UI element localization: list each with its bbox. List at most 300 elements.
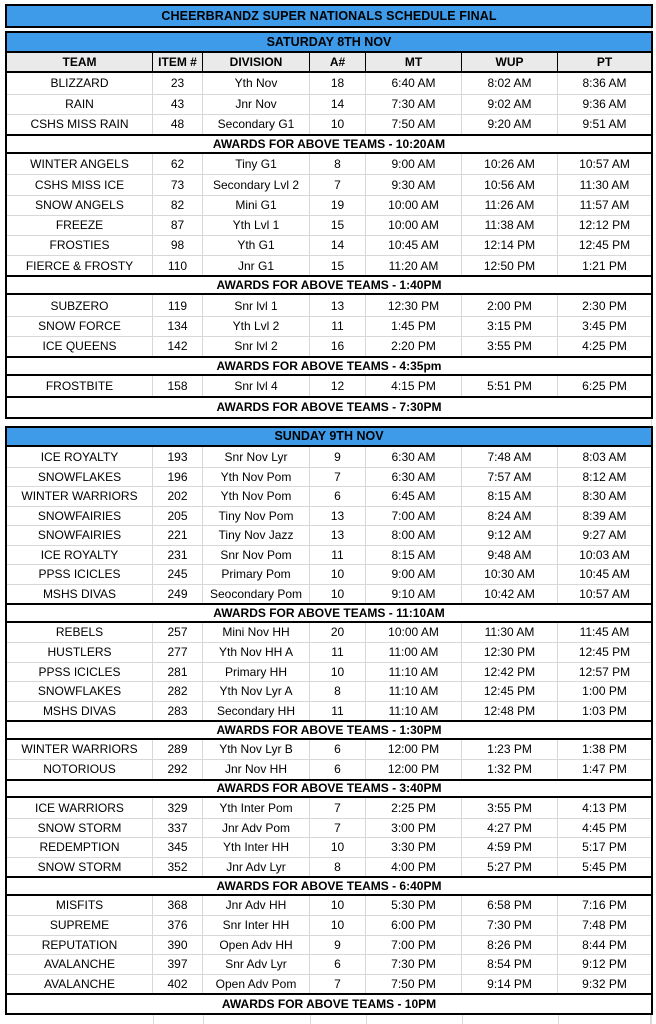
warmup-time-cell: 1:32 PM [462, 760, 558, 779]
team-name-cell: REBELS [7, 623, 153, 643]
team-name-cell: AVALANCHE [7, 975, 153, 994]
performance-time-cell: 2:30 PM [582, 298, 627, 313]
performance-time-cell: 7:48 PM [582, 918, 627, 933]
performance-time-cell: 8:39 AM [582, 508, 627, 523]
division-cell: Snr lvl 4 [203, 376, 310, 396]
mat-time-cell: 12:00 PM [366, 740, 462, 760]
team-name-cell: WINTER WARRIORS [7, 487, 153, 506]
performance-time-cell: 9:27 AM [582, 528, 627, 543]
awards-row: AWARDS FOR ABOVE TEAMS - 1:40PM [7, 275, 651, 295]
team-row [7, 336, 651, 356]
team-name-cell: ICE ROYALTY [7, 447, 153, 467]
item-number-cell: 98 [153, 236, 203, 255]
item-number-cell: 110 [153, 256, 203, 275]
mat-time-cell: 6:30 AM [366, 468, 462, 487]
performance-time-cell: 11:45 AM [579, 625, 630, 640]
mat-time-cell: 6:40 AM [366, 73, 462, 93]
team-row [7, 623, 651, 643]
division-cell: Snr Inter HH [203, 916, 310, 935]
item-number-cell: 205 [153, 507, 203, 526]
team-name-cell: SNOWFLAKES [7, 468, 153, 487]
warmup-time-cell: 7:30 PM [462, 916, 558, 935]
item-number-cell: 119 [153, 295, 203, 315]
performance-time-cell: 4:25 PM [582, 339, 627, 354]
mat-time-cell: 9:30 AM [366, 175, 462, 194]
team-row [7, 467, 651, 487]
team-name-cell: REPUTATION [7, 936, 153, 955]
gridline-stub [558, 1015, 559, 1024]
mat-time-cell: 11:20 AM [366, 256, 462, 275]
item-number-cell: 390 [153, 936, 203, 955]
athlete-count-cell: 11 [310, 643, 366, 662]
division-cell: Jnr Nov HH [203, 760, 310, 779]
team-name-cell: SNOW STORM [7, 819, 153, 838]
team-name-cell: RAIN [7, 95, 153, 114]
team-name-cell: ICE QUEENS [7, 337, 153, 356]
mat-time-cell: 3:00 PM [366, 819, 462, 838]
column-header-row [7, 53, 651, 73]
schedule-page [0, 4, 656, 1024]
schedule-sections [0, 31, 656, 1015]
performance-time-cell: 11:57 AM [579, 198, 630, 213]
warmup-time-cell: 1:23 PM [462, 740, 558, 760]
athlete-count-cell: 11 [310, 317, 366, 336]
performance-time-cell: 10:45 AM [579, 567, 630, 582]
warmup-time-cell: 12:42 PM [462, 663, 558, 682]
performance-time-cell: 5:45 PM [582, 859, 627, 874]
athlete-count-cell: 6 [310, 740, 366, 760]
performance-time-cell: 8:12 AM [582, 469, 627, 484]
warmup-time-cell: 12:48 PM [462, 702, 558, 721]
column-header-a: A# [310, 53, 366, 71]
team-row [7, 857, 651, 877]
division-cell: Yth Nov [203, 73, 310, 93]
team-row [7, 818, 651, 838]
athlete-count-cell: 10 [310, 896, 366, 916]
team-name-cell: SNOW FORCE [7, 317, 153, 336]
mat-time-cell: 6:00 PM [366, 916, 462, 935]
mat-time-cell: 7:50 AM [366, 115, 462, 134]
team-row [7, 506, 651, 526]
performance-time-cell: 4:13 PM [582, 800, 627, 815]
mat-time-cell: 11:00 AM [366, 643, 462, 662]
athlete-count-cell: 10 [310, 115, 366, 134]
team-row [7, 235, 651, 255]
performance-time-cell: 1:03 PM [582, 703, 627, 718]
athlete-count-cell: 8 [310, 858, 366, 877]
mat-time-cell: 11:10 AM [366, 682, 462, 701]
performance-time-cell: 8:36 AM [582, 76, 627, 91]
team-name-cell: CSHS MISS ICE [7, 175, 153, 194]
item-number-cell: 277 [153, 643, 203, 662]
warmup-time-cell: 11:26 AM [462, 196, 558, 215]
division-cell: Yth G1 [203, 236, 310, 255]
team-row [7, 73, 651, 93]
team-name-cell: WINTER WARRIORS [7, 740, 153, 760]
team-row [7, 114, 651, 134]
mat-time-cell: 11:10 AM [366, 663, 462, 682]
team-row [7, 935, 651, 955]
warmup-time-cell: 7:57 AM [462, 468, 558, 487]
division-cell: Tiny G1 [203, 154, 310, 174]
warmup-time-cell: 8:24 AM [462, 507, 558, 526]
warmup-time-cell: 3:55 PM [462, 337, 558, 356]
team-row [7, 759, 651, 779]
athlete-count-cell: 10 [310, 565, 366, 584]
team-row [7, 662, 651, 682]
item-number-cell: 48 [153, 115, 203, 134]
warmup-time-cell: 7:48 AM [462, 447, 558, 467]
division-cell: Yth Inter HH [203, 838, 310, 857]
item-number-cell: 134 [153, 317, 203, 336]
athlete-count-cell: 15 [310, 216, 366, 235]
division-cell: Yth Lvl 2 [203, 317, 310, 336]
performance-time-cell: 11:30 AM [579, 177, 630, 192]
team-row [7, 545, 651, 565]
division-cell: Seocondary Pom [203, 585, 310, 604]
team-name-cell: MSHS DIVAS [7, 585, 153, 604]
team-name-cell: PPSS ICICLES [7, 565, 153, 584]
division-cell: Yth Inter Pom [203, 798, 310, 818]
athlete-count-cell: 11 [310, 546, 366, 565]
warmup-time-cell: 12:14 PM [462, 236, 558, 255]
awards-row: AWARDS FOR ABOVE TEAMS - 4:35pm [7, 356, 651, 376]
day-header-saturday: SATURDAY 8TH NOV [7, 33, 651, 53]
mat-time-cell: 2:20 PM [366, 337, 462, 356]
performance-time-cell: 6:25 PM [582, 379, 627, 394]
athlete-count-cell: 7 [310, 819, 366, 838]
team-row [7, 94, 651, 114]
team-row [7, 798, 651, 818]
athlete-count-cell: 7 [310, 175, 366, 194]
schedule-title: CHEERBRANDZ SUPER NATIONALS SCHEDULE FINAL [161, 9, 497, 23]
division-cell: Open Adv HH [203, 936, 310, 955]
division-cell: Snr lvl 1 [203, 295, 310, 315]
team-row [7, 681, 651, 701]
athlete-count-cell: 9 [310, 936, 366, 955]
division-cell: Open Adv Pom [203, 975, 310, 994]
item-number-cell: 257 [153, 623, 203, 643]
item-number-cell: 282 [153, 682, 203, 701]
item-number-cell: 329 [153, 798, 203, 818]
division-cell: Yth Lvl 1 [203, 216, 310, 235]
awards-row: AWARDS FOR ABOVE TEAMS - 1:30PM [7, 720, 651, 740]
division-cell: Yth Nov HH A [203, 643, 310, 662]
team-row [7, 915, 651, 935]
team-name-cell: WINTER ANGELS [7, 154, 153, 174]
warmup-time-cell: 11:38 AM [462, 216, 558, 235]
team-row [7, 954, 651, 974]
division-cell: Primary HH [203, 663, 310, 682]
team-row [7, 154, 651, 174]
performance-time-cell: 12:57 PM [578, 664, 631, 679]
division-cell: Secondary HH [203, 702, 310, 721]
warmup-time-cell: 12:50 PM [462, 256, 558, 275]
warmup-time-cell: 9:14 PM [462, 975, 558, 994]
division-cell: Jnr Adv Pom [203, 819, 310, 838]
division-cell: Yth Nov Lyr B [203, 740, 310, 760]
item-number-cell: 352 [153, 858, 203, 877]
mat-time-cell: 5:30 PM [366, 896, 462, 916]
item-number-cell: 142 [153, 337, 203, 356]
awards-row: AWARDS FOR ABOVE TEAMS - 10PM [7, 993, 651, 1013]
team-row [7, 896, 651, 916]
team-row [7, 525, 651, 545]
item-number-cell: 202 [153, 487, 203, 506]
athlete-count-cell: 15 [310, 256, 366, 275]
team-name-cell: SNOW STORM [7, 858, 153, 877]
awards-row: AWARDS FOR ABOVE TEAMS - 7:30PM [7, 396, 651, 416]
team-row [7, 974, 651, 994]
item-number-cell: 402 [153, 975, 203, 994]
performance-time-cell: 10:57 AM [579, 586, 630, 601]
team-name-cell: FROSTBITE [7, 376, 153, 396]
athlete-count-cell: 14 [310, 95, 366, 114]
column-header-item: ITEM # [153, 53, 203, 71]
item-number-cell: 193 [153, 447, 203, 467]
schedule-title-bar [5, 4, 653, 28]
warmup-time-cell: 8:26 PM [462, 936, 558, 955]
team-name-cell: FIERCE & FROSTY [7, 256, 153, 275]
item-number-cell: 43 [153, 95, 203, 114]
athlete-count-cell: 20 [310, 623, 366, 643]
division-cell: Tiny Nov Pom [203, 507, 310, 526]
team-name-cell: CSHS MISS RAIN [7, 115, 153, 134]
item-number-cell: 368 [153, 896, 203, 916]
performance-time-cell: 9:32 PM [582, 976, 627, 991]
mat-time-cell: 8:15 AM [366, 546, 462, 565]
item-number-cell: 73 [153, 175, 203, 194]
gridline-stub [153, 1015, 154, 1024]
performance-time-cell: 1:38 PM [582, 742, 627, 757]
athlete-count-cell: 8 [310, 154, 366, 174]
team-row [7, 486, 651, 506]
item-number-cell: 376 [153, 916, 203, 935]
mat-time-cell: 7:30 AM [366, 95, 462, 114]
performance-time-cell: 1:00 PM [582, 684, 627, 699]
item-number-cell: 231 [153, 546, 203, 565]
warmup-time-cell: 8:15 AM [462, 487, 558, 506]
item-number-cell: 397 [153, 955, 203, 974]
division-cell: Tiny Nov Jazz [203, 526, 310, 545]
performance-time-cell: 10:03 AM [579, 547, 630, 562]
performance-time-cell: 7:16 PM [582, 898, 627, 913]
team-row [7, 740, 651, 760]
column-header-team: TEAM [7, 53, 153, 71]
mat-time-cell: 4:15 PM [366, 376, 462, 396]
warmup-time-cell: 10:26 AM [462, 154, 558, 174]
warmup-time-cell: 3:15 PM [462, 317, 558, 336]
column-header-pt: PT [596, 55, 613, 70]
division-cell: Jnr Adv Lyr [203, 858, 310, 877]
warmup-time-cell: 12:45 PM [462, 682, 558, 701]
gridline-stub [366, 1015, 367, 1024]
gridline-stub [203, 1015, 204, 1024]
division-cell: Secondary Lvl 2 [203, 175, 310, 194]
bottom-gridline-strip [7, 1015, 651, 1024]
team-name-cell: SNOW ANGELS [7, 196, 153, 215]
mat-time-cell: 7:50 PM [366, 975, 462, 994]
athlete-count-cell: 8 [310, 682, 366, 701]
team-name-cell: SUPREME [7, 916, 153, 935]
team-row [7, 584, 651, 604]
warmup-time-cell: 10:42 AM [462, 585, 558, 604]
division-cell: Secondary G1 [203, 115, 310, 134]
team-name-cell: SNOWFAIRIES [7, 526, 153, 545]
team-row [7, 316, 651, 336]
mat-time-cell: 3:30 PM [366, 838, 462, 857]
mat-time-cell: 8:00 AM [366, 526, 462, 545]
division-cell: Mini G1 [203, 196, 310, 215]
item-number-cell: 82 [153, 196, 203, 215]
team-name-cell: SUBZERO [7, 295, 153, 315]
column-header-wup: WUP [462, 53, 558, 71]
gridline-stub [650, 1015, 651, 1024]
item-number-cell: 87 [153, 216, 203, 235]
day-section-saturday [5, 31, 653, 419]
division-cell: Jnr Adv HH [203, 896, 310, 916]
performance-time-cell: 8:30 AM [582, 489, 627, 504]
performance-time-cell: 10:57 AM [579, 157, 630, 172]
column-header-division: DIVISION [203, 53, 310, 71]
column-header-mt: MT [366, 53, 462, 71]
athlete-count-cell: 7 [310, 468, 366, 487]
athlete-count-cell: 6 [310, 760, 366, 779]
team-name-cell: ICE WARRIORS [7, 798, 153, 818]
item-number-cell: 23 [153, 73, 203, 93]
awards-row: AWARDS FOR ABOVE TEAMS - 10:20AM [7, 134, 651, 154]
performance-time-cell: 4:45 PM [582, 820, 627, 835]
division-cell: Primary Pom [203, 565, 310, 584]
performance-time-cell: 9:51 AM [582, 117, 627, 132]
athlete-count-cell: 7 [310, 798, 366, 818]
warmup-time-cell: 9:02 AM [462, 95, 558, 114]
athlete-count-cell: 10 [310, 838, 366, 857]
team-row [7, 376, 651, 396]
team-name-cell: NOTORIOUS [7, 760, 153, 779]
performance-time-cell: 9:12 PM [582, 957, 627, 972]
division-cell: Yth Nov Pom [203, 487, 310, 506]
awards-row: AWARDS FOR ABOVE TEAMS - 3:40PM [7, 779, 651, 799]
athlete-count-cell: 13 [310, 507, 366, 526]
warmup-time-cell: 8:54 PM [462, 955, 558, 974]
mat-time-cell: 10:00 AM [366, 216, 462, 235]
division-cell: Yth Nov Lyr A [203, 682, 310, 701]
team-name-cell: REDEMPTION [7, 838, 153, 857]
mat-time-cell: 6:45 AM [366, 487, 462, 506]
warmup-time-cell: 5:51 PM [462, 376, 558, 396]
mat-time-cell: 7:30 PM [366, 955, 462, 974]
mat-time-cell: 10:45 AM [366, 236, 462, 255]
item-number-cell: 249 [153, 585, 203, 604]
team-row [7, 837, 651, 857]
mat-time-cell: 6:30 AM [366, 447, 462, 467]
performance-time-cell: 3:45 PM [582, 319, 627, 334]
division-cell: Jnr Nov [203, 95, 310, 114]
performance-time-cell: 9:36 AM [582, 97, 627, 112]
warmup-time-cell: 5:27 PM [462, 858, 558, 877]
warmup-time-cell: 9:48 AM [462, 546, 558, 565]
team-row [7, 642, 651, 662]
team-row [7, 564, 651, 584]
warmup-time-cell: 9:12 AM [462, 526, 558, 545]
performance-time-cell: 12:45 PM [578, 238, 631, 253]
team-name-cell: SNOWFLAKES [7, 682, 153, 701]
division-cell: Snr Nov Lyr [203, 447, 310, 467]
mat-time-cell: 11:10 AM [366, 702, 462, 721]
item-number-cell: 62 [153, 154, 203, 174]
warmup-time-cell: 9:20 AM [462, 115, 558, 134]
team-row [7, 215, 651, 235]
team-name-cell: HUSTLERS [7, 643, 153, 662]
team-row [7, 701, 651, 721]
athlete-count-cell: 10 [310, 663, 366, 682]
performance-time-cell: 12:12 PM [578, 218, 631, 233]
team-name-cell: FREEZE [7, 216, 153, 235]
division-cell: Snr lvl 2 [203, 337, 310, 356]
team-row [7, 174, 651, 194]
athlete-count-cell: 18 [310, 73, 366, 93]
team-name-cell: MSHS DIVAS [7, 702, 153, 721]
item-number-cell: 281 [153, 663, 203, 682]
item-number-cell: 345 [153, 838, 203, 857]
division-cell: Snr Adv Lyr [203, 955, 310, 974]
gridline-stub [310, 1015, 311, 1024]
athlete-count-cell: 13 [310, 526, 366, 545]
item-number-cell: 245 [153, 565, 203, 584]
mat-time-cell: 12:30 PM [366, 295, 462, 315]
team-name-cell: BLIZZARD [7, 73, 153, 93]
mat-time-cell: 7:00 PM [366, 936, 462, 955]
division-cell: Mini Nov HH [203, 623, 310, 643]
athlete-count-cell: 11 [310, 702, 366, 721]
warmup-time-cell: 6:58 PM [462, 896, 558, 916]
item-number-cell: 289 [153, 740, 203, 760]
athlete-count-cell: 13 [310, 295, 366, 315]
performance-time-cell: 1:21 PM [582, 258, 627, 273]
performance-time-cell: 12:45 PM [578, 645, 631, 660]
mat-time-cell: 9:10 AM [366, 585, 462, 604]
warmup-time-cell: 3:55 PM [462, 798, 558, 818]
warmup-time-cell: 10:30 AM [462, 565, 558, 584]
division-cell: Snr Nov Pom [203, 546, 310, 565]
item-number-cell: 292 [153, 760, 203, 779]
warmup-time-cell: 8:02 AM [462, 73, 558, 93]
warmup-time-cell: 2:00 PM [462, 295, 558, 315]
athlete-count-cell: 10 [310, 916, 366, 935]
mat-time-cell: 2:25 PM [366, 798, 462, 818]
mat-time-cell: 10:00 AM [366, 623, 462, 643]
athlete-count-cell: 9 [310, 447, 366, 467]
awards-row: AWARDS FOR ABOVE TEAMS - 11:10AM [7, 603, 651, 623]
performance-time-cell: 8:03 AM [582, 449, 627, 464]
mat-time-cell: 12:00 PM [366, 760, 462, 779]
athlete-count-cell: 6 [310, 487, 366, 506]
athlete-count-cell: 16 [310, 337, 366, 356]
mat-time-cell: 1:45 PM [366, 317, 462, 336]
mat-time-cell: 4:00 PM [366, 858, 462, 877]
athlete-count-cell: 14 [310, 236, 366, 255]
team-name-cell: MISFITS [7, 896, 153, 916]
day-header-sunday: SUNDAY 9TH NOV [7, 428, 651, 448]
mat-time-cell: 9:00 AM [366, 154, 462, 174]
item-number-cell: 158 [153, 376, 203, 396]
day-section-sunday [5, 426, 653, 1015]
mat-time-cell: 10:00 AM [366, 196, 462, 215]
team-name-cell: AVALANCHE [7, 955, 153, 974]
item-number-cell: 283 [153, 702, 203, 721]
item-number-cell: 337 [153, 819, 203, 838]
